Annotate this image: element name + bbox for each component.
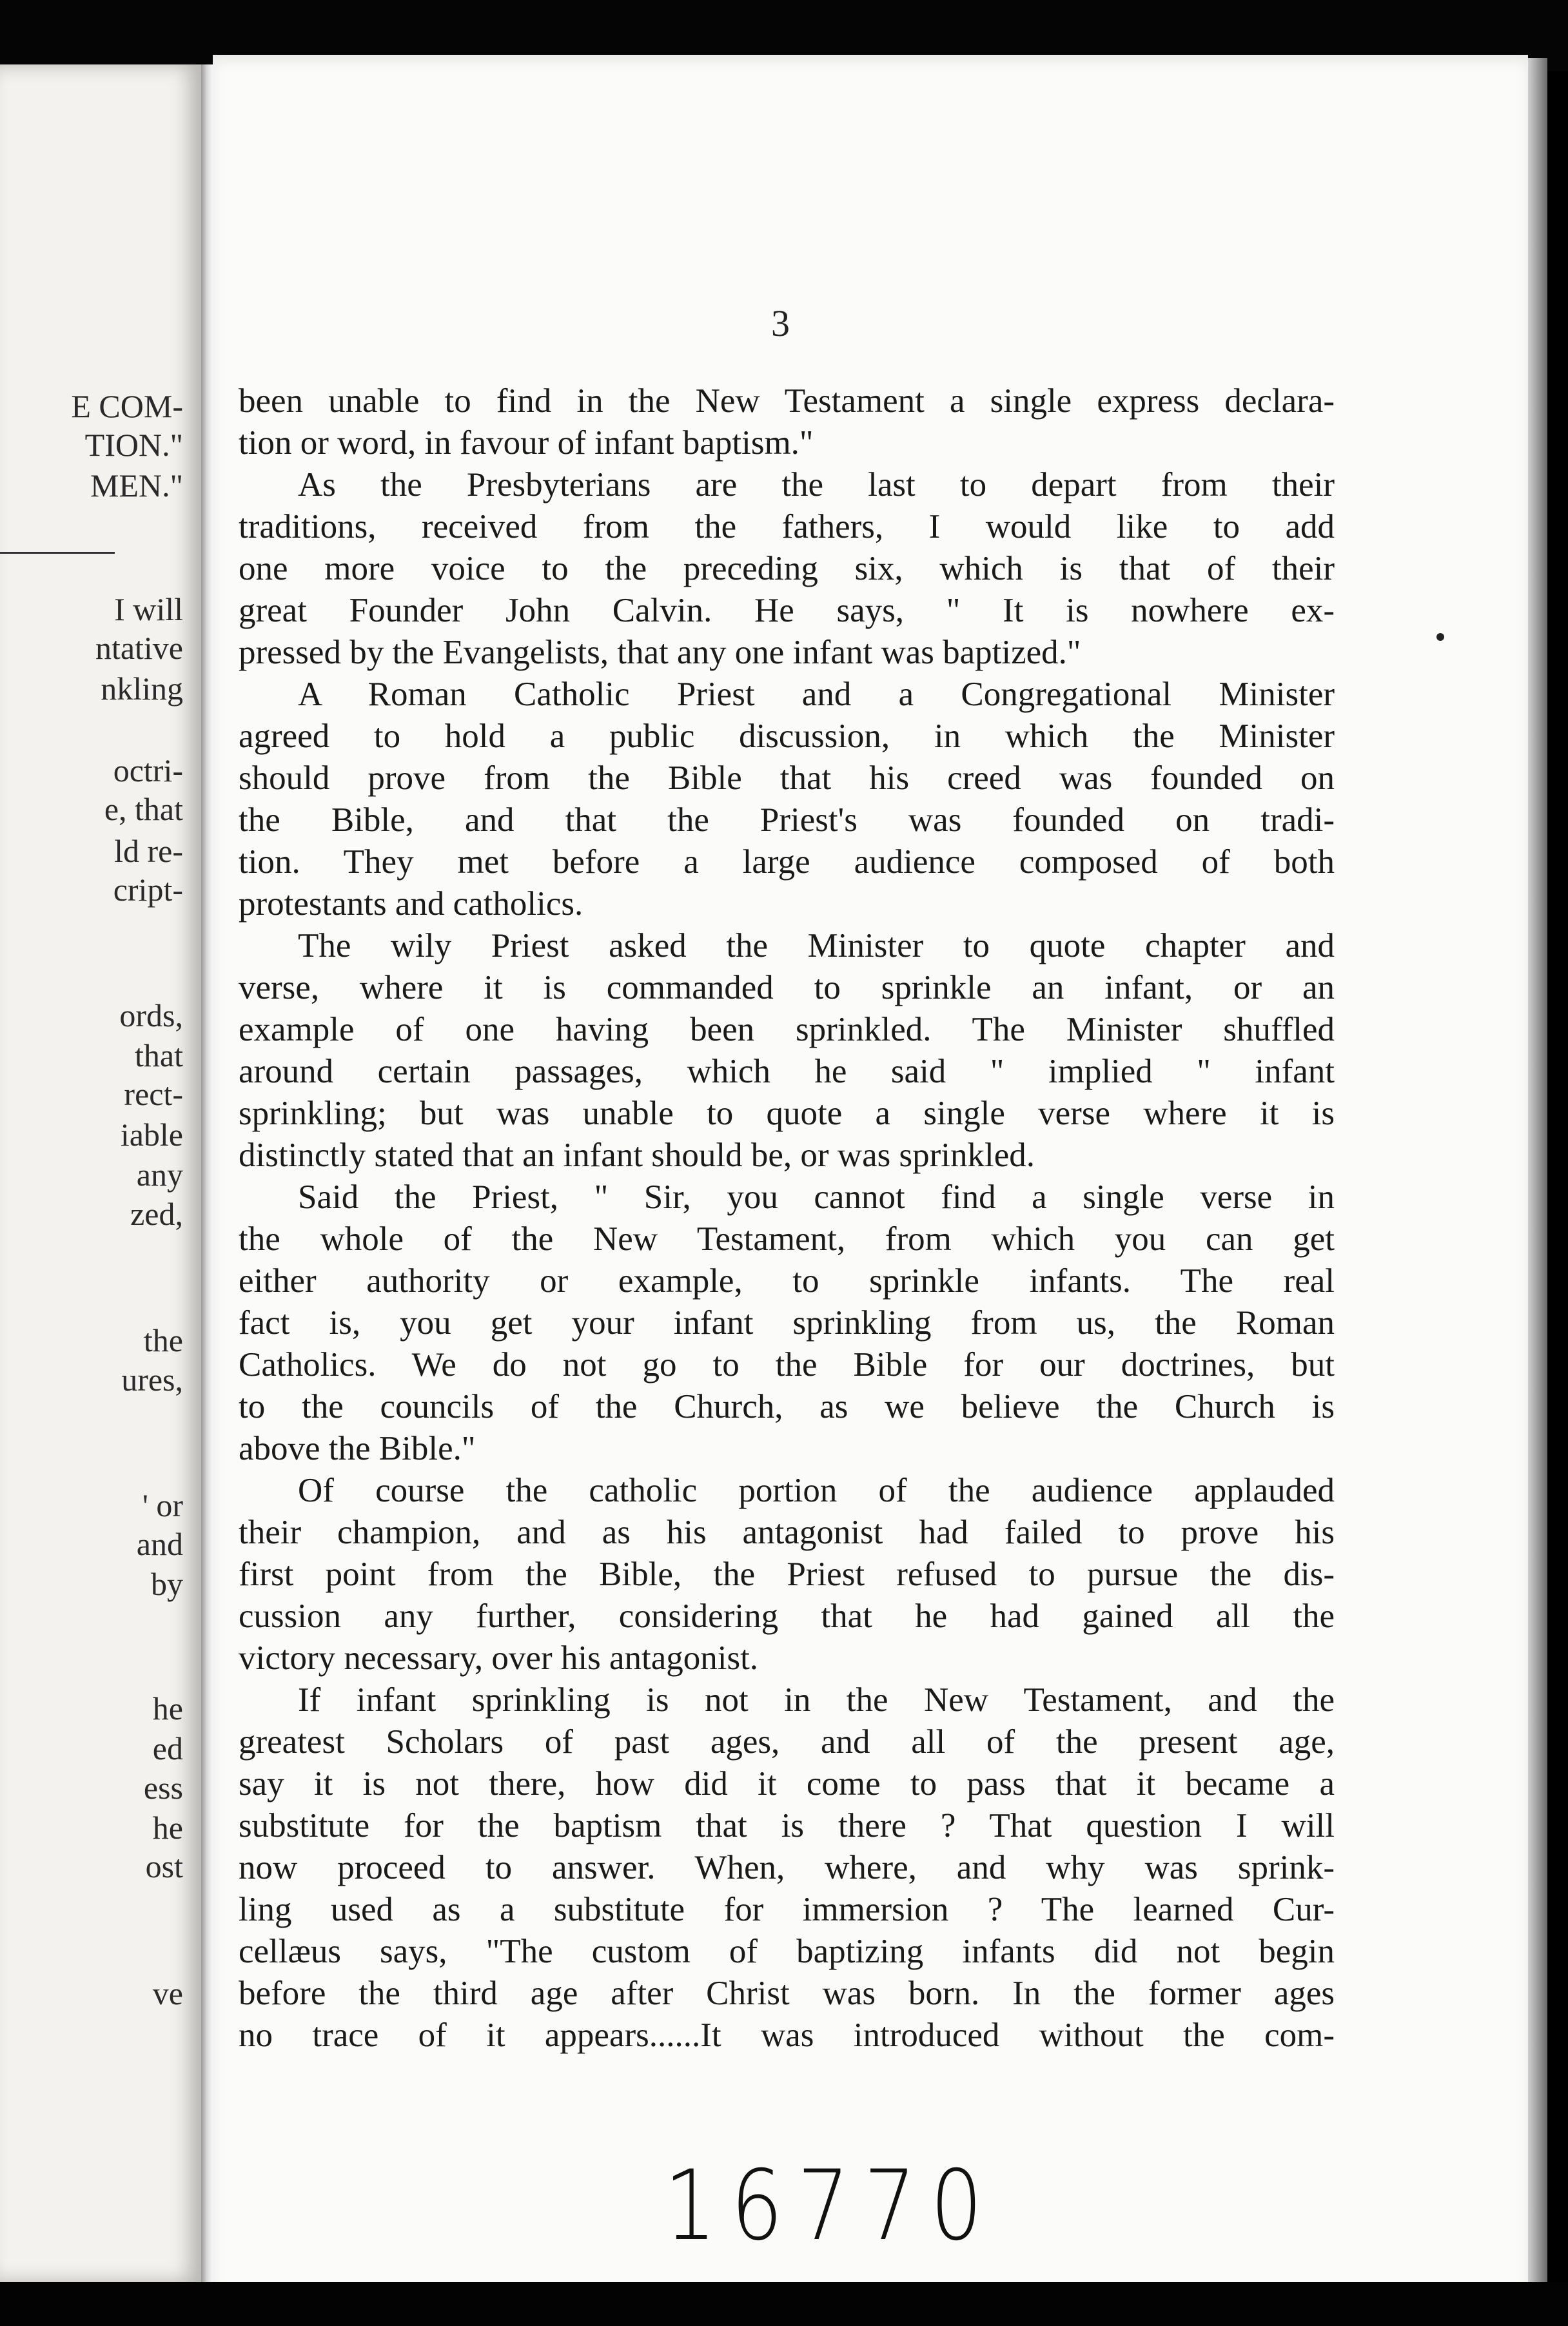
text-line: victory necessary, over his antagonist. (239, 1639, 759, 1677)
left-page-line: E COM- (71, 388, 183, 424)
left-page-line: MEN." (90, 467, 183, 503)
left-page-line: ords, (119, 997, 183, 1033)
text-line: been unable to find in the New Testament a single express declara- (239, 382, 1335, 420)
text-line: tion. They met before a large audience composed of both (239, 843, 1335, 881)
text-line: Catholics. We do not go to the Bible for our doctrines, but (239, 1346, 1335, 1383)
handwritten-accession-number: 16770 (664, 2150, 997, 2262)
left-page-line: zed, (130, 1196, 183, 1232)
text-line: cellæus says, "The custom of baptizing infants did not begin (239, 1933, 1335, 1970)
left-page-line: the (143, 1322, 183, 1358)
text-line: to the councils of the Church, as we believe the Church is (239, 1388, 1335, 1425)
text-line: tion or word, in favour of infant baptism." (239, 424, 814, 462)
left-page-line: by (151, 1566, 183, 1602)
left-page-line: rect- (124, 1076, 183, 1112)
left-page-line: ntative (95, 630, 183, 666)
text-line: either authority or example, to sprinkle infants. The real (239, 1262, 1335, 1300)
text-line: substitute for the baptism that is there ? That question I will (239, 1807, 1335, 1844)
left-page-line: TION." (84, 427, 183, 463)
text-line: now proceed to answer. When, where, and why was sprink- (239, 1849, 1335, 1886)
page-edge-shadow (1528, 58, 1547, 2282)
text-line: As the Presbyterians are the last to depart from their (298, 466, 1335, 503)
text-line: agreed to hold a public discussion, in which the Minister (239, 718, 1335, 755)
scan-border-bottom (0, 2282, 1568, 2326)
left-page-rule (0, 552, 115, 554)
text-line: distinctly stated that an infant should be, or was sprinkled. (239, 1137, 1035, 1174)
text-line: above the Bible." (239, 1430, 476, 1467)
text-line: before the third age after Christ was born. In the former ages (239, 1975, 1335, 2012)
text-line: should prove from the Bible that his creed was founded on (239, 759, 1335, 797)
text-line: first point from the Bible, the Priest refused to pursue the dis- (239, 1556, 1335, 1593)
text-line: Of course the catholic portion of the audience applauded (298, 1472, 1335, 1509)
text-line: around certain passages, which he said " implied " infant (239, 1053, 1335, 1090)
text-line: their champion, and as his antagonist had failed to prove his (239, 1514, 1335, 1551)
left-page-line: ost (145, 1848, 183, 1884)
text-line: protestants and catholics. (239, 885, 583, 923)
body-text (239, 380, 1335, 2057)
left-page-line: e, that (104, 791, 183, 827)
left-page-line: ess (143, 1770, 183, 1806)
text-line: The wily Priest asked the Minister to quote chapter and (298, 927, 1335, 964)
text-line: greatest Scholars of past ages, and all of the present age, (239, 1723, 1335, 1761)
left-page-line: iable (120, 1117, 183, 1153)
text-line: great Founder John Calvin. He says, " It is nowhere ex- (239, 592, 1335, 629)
left-page-fragment (0, 64, 201, 2282)
text-line: verse, where it is commanded to sprinkle an infant, or an (239, 969, 1335, 1006)
text-line: pressed by the Evangelists, that any one infant was baptized." (239, 634, 1081, 671)
page-gutter (201, 64, 213, 2282)
text-line: fact is, you get your infant sprinkling from us, the Roman (239, 1304, 1335, 1342)
text-line: one more voice to the preceding six, which is that of their (239, 550, 1335, 587)
left-page-line: I will (114, 591, 183, 627)
text-line: Said the Priest, " Sir, you cannot find a single verse in (298, 1178, 1335, 1216)
left-page-line: he (152, 1810, 183, 1846)
text-line: the Bible, and that the Priest's was founded on tradi- (239, 801, 1335, 839)
left-page-line: he (152, 1690, 183, 1726)
left-page-line: cript- (113, 872, 183, 908)
left-page-line: and (136, 1526, 183, 1562)
text-line: ling used as a substitute for immersion ? The learned Cur- (239, 1891, 1335, 1928)
text-line: If infant sprinkling is not in the New Testament, and the (298, 1681, 1335, 1719)
left-page-line: octri- (113, 752, 183, 788)
ink-speck (1436, 633, 1444, 641)
text-line: cussion any further, considering that he had gained all the (239, 1598, 1335, 1635)
left-page-line: nkling (101, 670, 183, 707)
left-page-line: ld re- (114, 833, 183, 869)
text-line: say it is not there, how did it come to pass that it became a (239, 1765, 1335, 1803)
text-line: the whole of the New Testament, from which you can get (239, 1220, 1335, 1258)
text-line: no trace of it appears......It was introduced without the com- (239, 2017, 1335, 2054)
text-line: A Roman Catholic Priest and a Congregational Minister (298, 676, 1335, 713)
left-page-line: ed (152, 1730, 183, 1766)
text-line: example of one having been sprinkled. The Minister shuffled (239, 1011, 1335, 1048)
left-page-line: that (135, 1037, 183, 1073)
text-line: sprinkling; but was unable to quote a single verse where it is (239, 1095, 1335, 1132)
page-number: 3 (771, 302, 790, 344)
left-page-line: ures, (121, 1362, 183, 1398)
left-page-line: ve (152, 1975, 183, 2011)
left-page-line: any (136, 1157, 183, 1193)
text-line: traditions, received from the fathers, I would like to add (239, 508, 1335, 545)
left-page-line: ' or (142, 1487, 183, 1523)
